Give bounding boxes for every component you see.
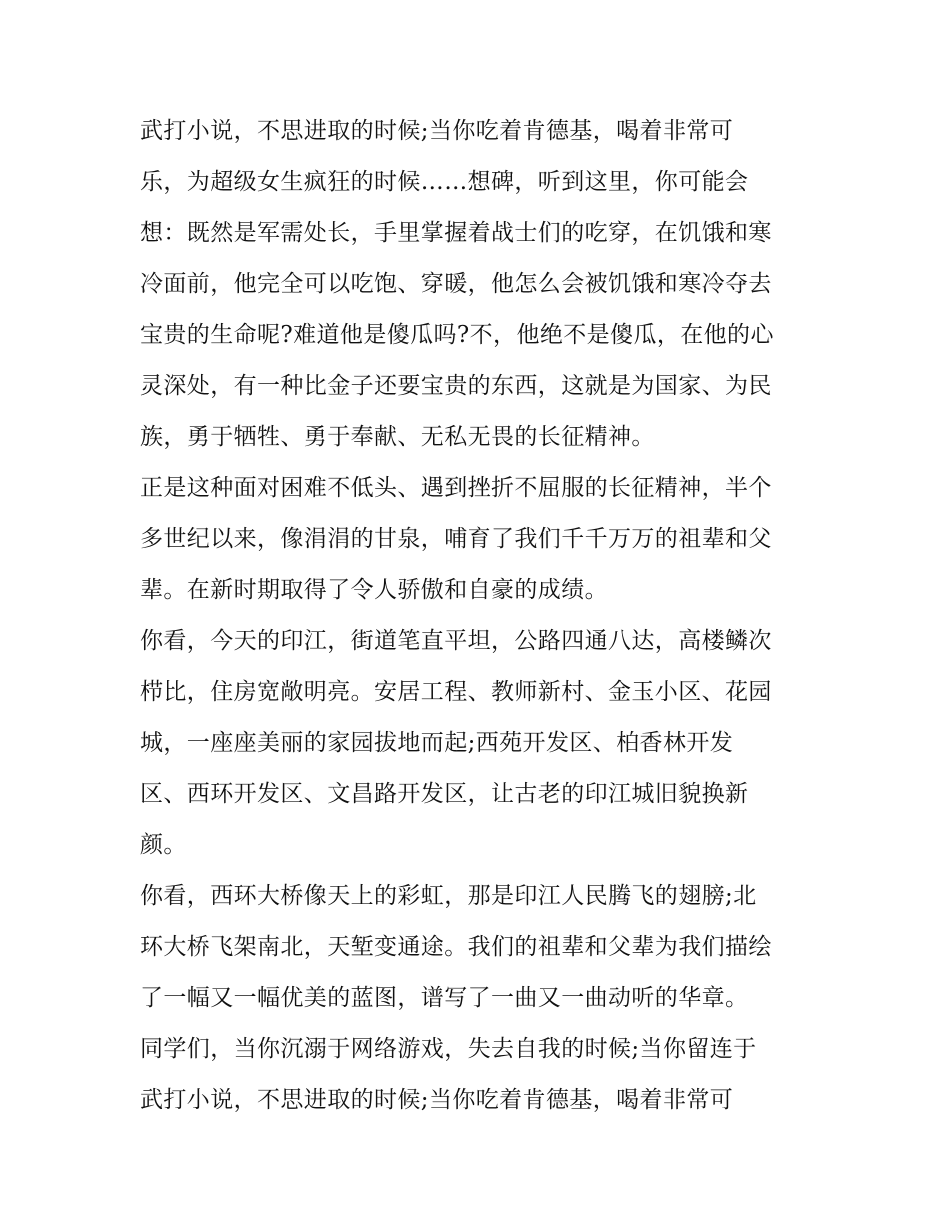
text-line: 冷面前，他完全可以吃饱、穿暖，他怎么会被饥饿和寒冷夺去 [140,271,772,297]
text-line: 环大桥飞架南北，天堑变通途。我们的祖辈和父辈为我们描绘 [140,934,772,960]
text-line: 乐，为超级女生疯狂的时候……想碑，听到这里，你可能会 [140,169,749,195]
text-line: 颜。 [140,832,187,858]
text-line: 同学们，当你沉溺于网络游戏，失去自我的时候;当你留连于 [140,1036,757,1062]
text-line: 栉比，住房宽敞明亮。安居工程、教师新村、金玉小区、花园 [140,679,772,705]
text-line: 你看，西环大桥像天上的彩虹，那是印江人民腾飞的翅膀;北 [140,883,757,909]
body-text [140,106,830,1126]
text-line: 了一幅又一幅优美的蓝图，谱写了一曲又一曲动听的华章。 [140,985,749,1011]
text-line: 辈。在新时期取得了令人骄傲和自豪的成绩。 [140,577,608,603]
text-line: 宝贵的生命呢?难道他是傻瓜吗?不，他绝不是傻瓜，在他的心 [140,322,774,348]
text-line: 城，一座座美丽的家园拔地而起;西苑开发区、柏香林开发 [140,730,734,756]
text-line: 区、西环开发区、文昌路开发区，让古老的印江城旧貌换新 [140,781,749,807]
text-line: 你看，今天的印江，街道笔直平坦，公路四通八达，高楼鳞次 [140,628,772,654]
text-line: 族，勇于牺牲、勇于奉献、无私无畏的长征精神。 [140,424,655,450]
text-line: 想：既然是军需处长，手里掌握着战士们的吃穿，在饥饿和寒 [140,220,772,246]
text-line: 正是这种面对困难不低头、遇到挫折不屈服的长征精神，半个 [140,475,772,501]
text-line: 灵深处，有一种比金子还要宝贵的东西，这就是为国家、为民 [140,373,772,399]
text-line: 武打小说，不思进取的时候;当你吃着肯德基，喝着非常可 [140,1087,734,1113]
text-line: 多世纪以来，像涓涓的甘泉，哺育了我们千千万万的祖辈和父 [140,526,772,552]
text-line: 武打小说，不思进取的时候;当你吃着肯德基，喝着非常可 [140,118,734,144]
